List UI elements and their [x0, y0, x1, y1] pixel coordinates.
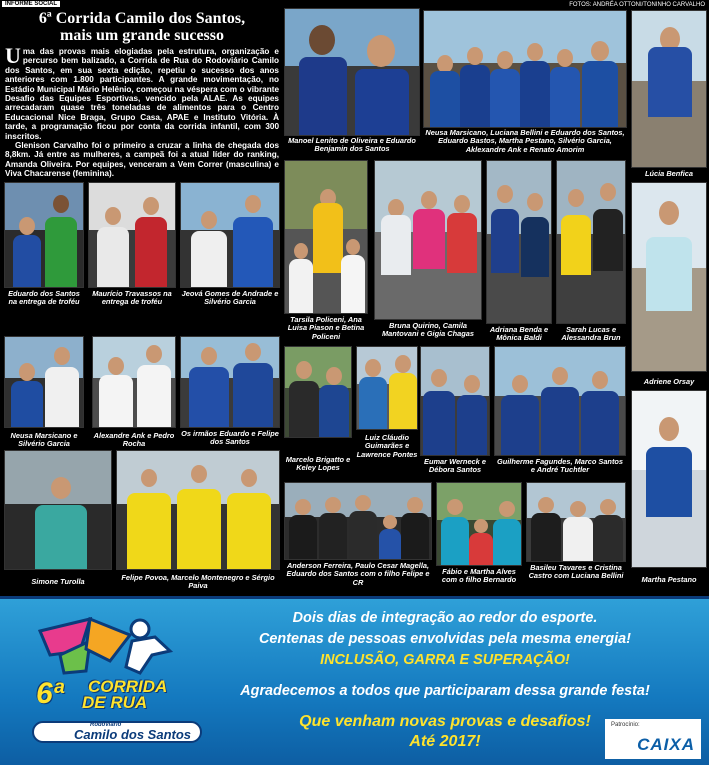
photo-basileu [526, 482, 626, 562]
logo-name-text: Camilo dos Santos [74, 727, 192, 742]
photo-jeova [180, 182, 280, 288]
caption-group-neusa: Neusa Marsicano, Luciana Bellini e Eduardo dos Santos, Eduardo Bastos, Martha Pestano, Silvério Garcia, Aklexandre Ank e Renato Amorim [425, 128, 625, 154]
photo-adriene [631, 182, 707, 372]
caption-manoel: Manoel Lenito de Oliveira e Eduardo Benjamin dos Santos [288, 136, 416, 154]
caption-anderson: Anderson Ferreira, Paulo Cesar Magella, Eduardo dos Santos com o filho Felipe e CR [286, 561, 430, 587]
caption-sarah: Sarah Lucas e Alessandra Brun [561, 325, 621, 343]
caption-irmaos: Os irmãos Eduardo e Felipe dos Santos [181, 429, 279, 447]
photo-eduardo-trofeu [4, 182, 84, 288]
photo-marcelo [284, 346, 352, 438]
sponsor-box [605, 719, 701, 759]
banner-line-5: Que venham novas provas e desafios! [299, 713, 591, 730]
photo-mauricio [88, 182, 176, 288]
caption-felipe: Felipe Povoa, Marcelo Montenegro e Sérgio Paiva [121, 573, 275, 591]
photo-neusa-silverio [4, 336, 84, 428]
photo-alexandre [92, 336, 176, 428]
caption-martha: Martha Pestano [641, 575, 697, 584]
title-line-1: 6ª Corrida Camilo dos Santos, [38, 10, 246, 27]
caption-eduardo-trofeu: Eduardo dos Santos na entrega de troféu [8, 289, 80, 307]
logo-name-pill [32, 721, 202, 743]
logo-title-2: DE RUA [82, 693, 148, 712]
banner-line-1: Dois dias de integração ao redor do esporte. [292, 610, 598, 626]
photo-tarsila [284, 160, 368, 314]
banner-line-2: Centenas de pessoas envolvidas pela mesma energia! [259, 631, 631, 647]
caption-simone: Simone Turolla [31, 577, 85, 586]
article-title [0, 10, 284, 44]
paragraph-1: ma das provas mais elogiadas pela estrutura, organização e percurso bem balizado, a Corrida de Rua do Rodoviário Camilo dos Santos, em sua sexta edição, repetiu o sucesso dos anos anteriores com 1.800 participantes. A grande movimentação, no Estádio Municipal Mário Helênio, começou na véspera com o vibrante Desafio das Equipes Esportivas, vencido pela ALAE. As equipes arrecadaram quase três toneladas de alimentos para o Centro Educacional Nice Braga, Grupo Casa, APAE e Instituto Vitória. À tarde, a programação ficou por conta da corrida infantil, com 300 inscritos. [5, 47, 279, 141]
caption-guilherme: Guilherme Fagundes, Marco Santos e André Tuchtler [496, 457, 624, 475]
logo-title-1: CORRIDA [88, 677, 168, 696]
photo-anderson [284, 482, 432, 560]
caption-eumar: Eumar Werneck e Débora Santos [424, 457, 486, 475]
caption-luiz: Luiz Cláudio Guimarães e Lawrence Pontes [356, 433, 418, 459]
banner-line-6: Até 2017! [409, 733, 481, 750]
caption-jeova: Jeová Gomes de Andrade e Silvério Garcia [181, 289, 279, 307]
caption-alexandre: Alexandre Ank e Pedro Rocha [93, 431, 175, 449]
caixa-logo: CAIXA [637, 735, 695, 754]
photo-bruna [374, 160, 482, 320]
photo-credit: FOTOS: ANDRÉA OTTONI/TONINHO CARVALHO [569, 2, 705, 8]
caption-bruna: Bruna Quirino, Camila Mantovani e Gigia Chagas [382, 321, 474, 339]
title-line-2: mais um grande sucesso [59, 27, 224, 44]
section-tag: INFORME SOCIAL [2, 1, 60, 7]
photo-manoel [284, 8, 420, 136]
caption-fabio: Fábio e Martha Alves com o filho Bernardo [441, 567, 517, 585]
race-logo [20, 611, 195, 751]
drop-cap: U [5, 43, 21, 68]
caption-lucia: Lúcia Benfica [644, 169, 694, 178]
article-body [0, 43, 284, 179]
caption-neusa-silverio: Neusa Marsicano e Silvério Garcia [10, 431, 78, 449]
photo-irmaos [180, 336, 280, 428]
photo-fabio [436, 482, 522, 566]
photo-lucia [631, 10, 707, 168]
caption-tarsila: Tarsila Policeni, Ana Luisa Piason e Betina Policeni [287, 315, 365, 341]
photo-adriana [486, 160, 552, 324]
paragraph-2: Glenison Carvalho foi o primeiro a cruzar a linha de chegada dos 8,8km. Já entre as mulheres, a campeã foi a atual líder do ranking, Amanda Oliveira. Por equipes, venceram a Vem Correr (masculina) e Viva Chacarense (feminina). [5, 141, 279, 179]
caption-basileu: Basileu Tavares e Cristina Castro com Luciana Bellini [528, 563, 624, 581]
sponsor-banner [0, 596, 709, 765]
logo-number: 6ª [36, 677, 64, 710]
sponsor-label: Patrocínio: [611, 722, 640, 728]
logo-small-text: Rodoviário [90, 722, 122, 728]
photo-luiz [356, 346, 418, 430]
photo-eumar [420, 346, 490, 456]
caption-adriene: Adriene Orsay [643, 377, 695, 386]
caption-mauricio: Maurício Travassos na entrega de troféu [92, 289, 172, 307]
caption-marcelo: Marcelo Brigatto e Keley Lopes [285, 455, 351, 473]
banner-line-3: INCLUSÃO, GARRA E SUPERAÇÃO! [320, 652, 570, 668]
photo-felipe [116, 450, 280, 570]
photo-sarah [556, 160, 626, 324]
caption-adriana: Adriana Benda e Mônica Baldi [489, 325, 549, 343]
photo-simone [4, 450, 112, 570]
photo-martha [631, 390, 707, 568]
photo-guilherme [494, 346, 626, 456]
article [0, 10, 284, 200]
banner-line-4: Agradecemos a todos que participaram dessa grande festa! [240, 683, 650, 699]
photo-group-neusa [423, 10, 627, 128]
